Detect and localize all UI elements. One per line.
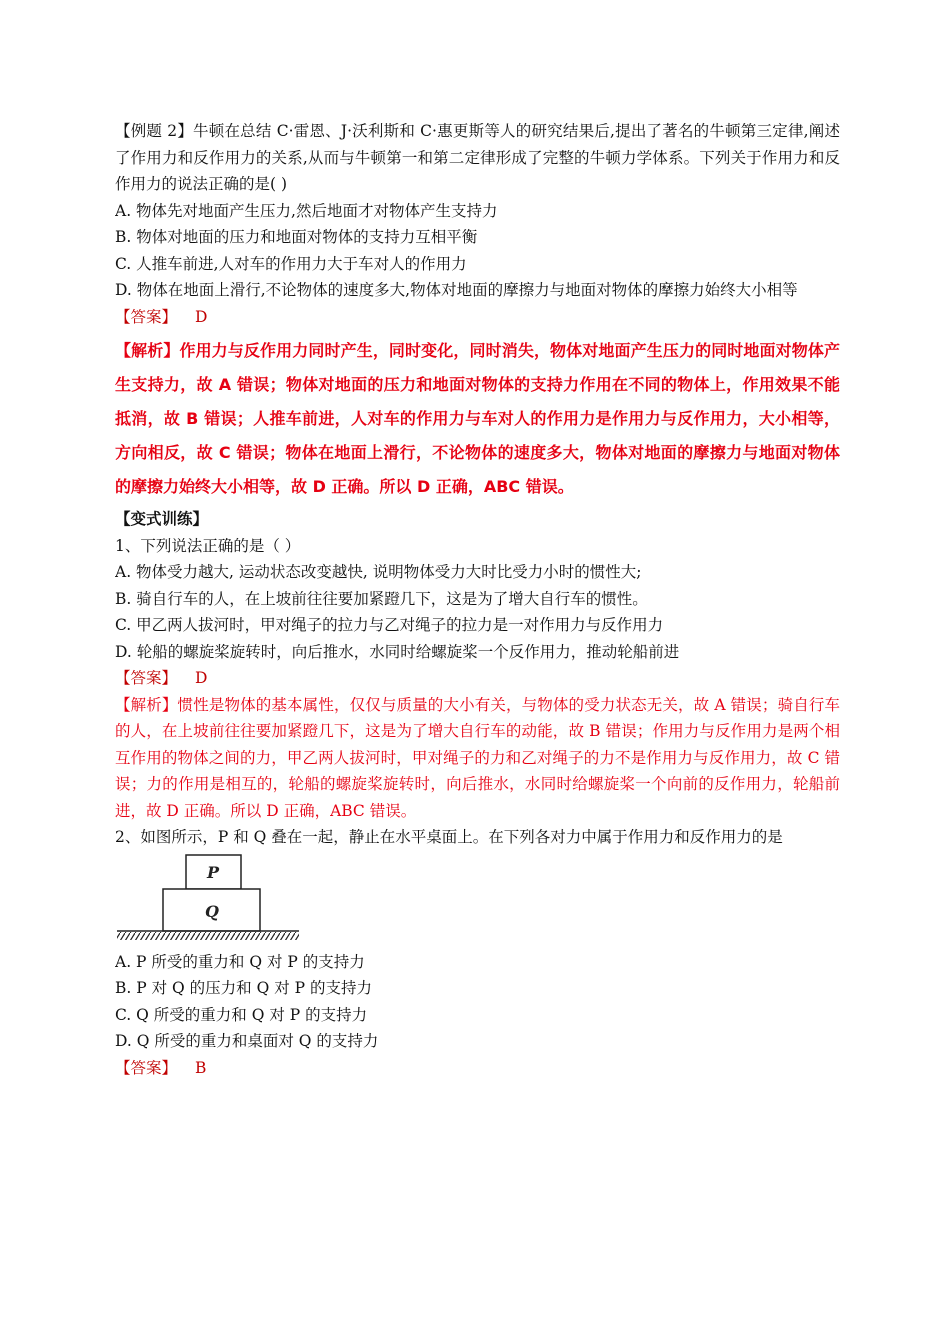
pq-block-figure (115, 853, 315, 945)
ground-hatch (117, 932, 299, 940)
q2-stem: 2、如图所示，P 和 Q 叠在一起，静止在水平桌面上。在下列各对力中属于作用力和反作用力的是 (115, 828, 783, 846)
example2-option-d: D. 物体在地面上滑行,不论物体的速度多大,物体对地面的摩擦力与地面对物体的摩擦力始终大小相等 (115, 281, 798, 299)
q1-option-b: B. 骑自行车的人，在上坡前往往要加紧蹬几下，这是为了增大自行车的惯性。 (115, 589, 648, 608)
q1-stem: 1、下列说法正确的是（ ） (115, 536, 301, 555)
q1-analysis: 【解析】惯性是物体的基本属性，仅仅与质量的大小有关，与物体的受力状态无关，故 A 错误；骑自行车的人，在上坡前往往要加紧蹬几下，这是为了增大自行车的动能，故 B 错误；作用力与反作用力是两个相互作用的物体之间的力，甲乙两人拔河时，甲对绳子的力和乙对绳子的力不是作用力与反作用力，故 C 错误；力的作用是相互的，轮船的螺旋桨旋转时，向后推水，水同时给螺旋桨一个向前的反作用力，轮船前进，故 D 正确。所以 D 正确，ABC 错误。 (115, 695, 840, 820)
pq-diagram (115, 853, 315, 945)
block-q-label: Q (205, 901, 219, 921)
q2-option-c: C. Q 所受的重力和 Q 对 P 的支持力 (115, 1005, 368, 1024)
answer-label: 【答案】 (115, 1058, 178, 1077)
q2-option-a: A. P 所受的重力和 Q 对 P 的支持力 (115, 952, 365, 971)
example2-option-b: B. 物体对地面的压力和地面对物体的支持力互相平衡 (115, 228, 478, 246)
q1-option-a: A. 物体受力越大, 运动状态改变越快, 说明物体受力大时比受力小时的惯性大; (115, 563, 642, 581)
section-title: 【变式训练】 (115, 509, 209, 528)
q1-option-c: C. 甲乙两人拔河时，甲对绳子的拉力与乙对绳子的拉力是一对作用力与反作用力 (115, 616, 664, 634)
q1-option-d: D. 轮船的螺旋桨旋转时，向后推水，水同时给螺旋桨一个反作用力，推动轮船前进 (115, 642, 680, 661)
answer-value: B (195, 1058, 207, 1077)
answer-label: 【答案】 (115, 669, 178, 687)
q2-answer (115, 1055, 840, 1082)
example2-option-a: A. 物体先对地面产生压力,然后地面才对物体产生支持力 (115, 201, 498, 220)
answer-label: 【答案】 (115, 307, 178, 326)
q2-option-d: D. Q 所受的重力和桌面对 Q 的支持力 (115, 1032, 379, 1050)
q2-option-b: B. P 对 Q 的压力和 Q 对 P 的支持力 (115, 979, 373, 997)
example2-stem: 【例题 2】牛顿在总结 C·雷恩、J·沃利斯和 C·惠更斯等人的研究结果后,提出了著名的牛顿第三定律,阐述了作用力和反作用力的关系,从而与牛顿第一和第二定律形成了完整的牛顿力学体系。下列关于作用力和反作用力的说法正确的是( ) (115, 122, 840, 193)
example2-option-c: C. 人推车前进,人对车的作用力大于车对人的作用力 (115, 254, 467, 273)
example2-answer (115, 304, 840, 331)
answer-value: D (195, 307, 208, 326)
q1-answer (115, 665, 840, 692)
document-page (115, 118, 840, 1081)
answer-value: D (195, 669, 208, 687)
block-p-label: P (206, 862, 220, 882)
example2-analysis: 【解析】作用力与反作用力同时产生，同时变化，同时消失，物体对地面产生压力的同时地面对物体产生支持力，故 A 错误；物体对地面的压力和地面对物体的支持力作用在不同的物体上，作用效果不能抵消，故 B 错误；人推车前进，人对车的作用力与车对人的作用力是作用力与反作用力，大小相等，方向相反，故 C 错误；物体在地面上滑行，不论物体的速度多大，物体对地面的摩擦力与地面对物体的摩擦力始终大小相等，故 D 正确。所以 D 正确，ABC 错误。 (115, 341, 840, 496)
